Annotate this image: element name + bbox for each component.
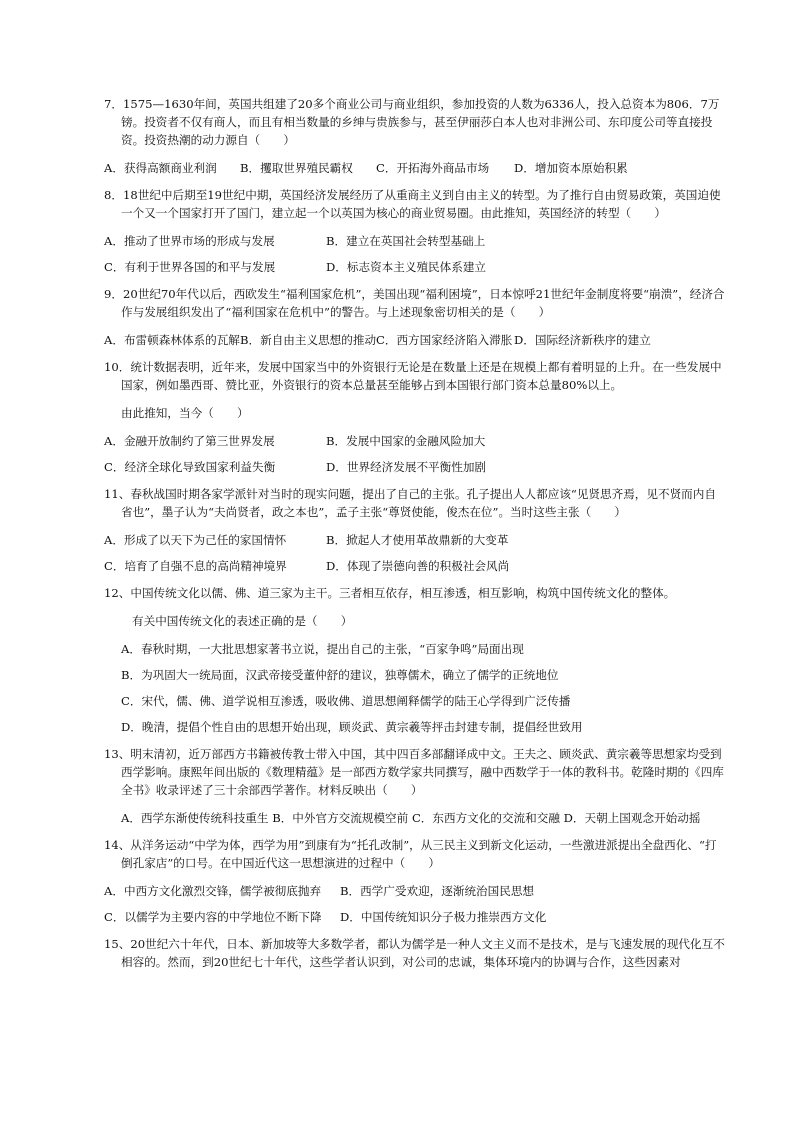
option-b[interactable]: B．为巩固大一统局面，汉武帝接受董仲舒的建议，独尊儒术，确立了儒学的正统地位 <box>121 668 559 682</box>
option-a[interactable]: A．西学东渐使传统科技重生 <box>121 811 269 825</box>
option-c[interactable]: C．有利于世界各国的和平与发展 <box>104 260 276 274</box>
option-b[interactable]: B．西学广受欢迎，逐渐统治国民思想 <box>340 884 535 898</box>
option-a[interactable]: A．形成了以天下为己任的家国情怀 <box>104 533 287 547</box>
question-9 <box>104 285 726 349</box>
option-d[interactable]: D．国际经济新秩序的建立 <box>514 333 651 347</box>
option-d[interactable]: D．体现了崇德向善的积极社会风尚 <box>326 559 510 573</box>
question-15 <box>104 935 726 971</box>
question-stem: 11、春秋战国时期各家学派针对当时的现实问题，提出了自己的主张。孔子提出人人都应该“见贤思齐焉，见不贤而内自省也”，墨子认为“夫尚贤者，政之本也”，孟子主张“尊贤使能，俊杰在位”。当时这些主张（ ） <box>104 487 716 519</box>
question-14 <box>104 836 726 926</box>
option-a[interactable]: A．布雷顿森林体系的瓦解 <box>104 333 240 347</box>
option-b[interactable]: B．掀起人才使用革故鼎新的大变革 <box>326 533 509 547</box>
options-row <box>121 809 726 827</box>
options-row <box>104 531 726 549</box>
question-list <box>104 95 726 980</box>
option-c[interactable]: C．培育了自强不息的高尚精神境界 <box>104 559 287 573</box>
option-b[interactable]: B．发展中国家的金融风险加大 <box>326 434 486 448</box>
option-b[interactable]: B．建立在英国社会转型基础上 <box>326 234 486 248</box>
option-d[interactable]: D．中国传统知识分子极力推崇西方文化 <box>340 910 547 924</box>
question-11 <box>104 485 726 575</box>
question-10 <box>104 358 726 476</box>
question-stem: 12、中国传统文化以儒、佛、道三家为主干。三者相互依存，相互渗透，相互影响，构筑中国传统文化的整体。 <box>104 586 676 600</box>
options-row <box>104 232 726 250</box>
options-row <box>104 458 726 476</box>
options-row <box>104 331 726 349</box>
question-prompt: 由此推知，当今（ ） <box>121 406 249 420</box>
option-c[interactable]: C．以儒学为主要内容的中学地位不断下降 <box>104 910 322 924</box>
options-row <box>104 159 726 177</box>
option-a[interactable]: A．推动了世界市场的形成与发展 <box>104 234 275 248</box>
options-row <box>104 557 726 575</box>
options-row <box>104 908 726 926</box>
question-13 <box>104 745 726 827</box>
question-12 <box>104 584 726 736</box>
option-a[interactable]: A．获得高额商业利润 <box>104 161 217 175</box>
question-7 <box>104 95 726 177</box>
option-d[interactable]: D．世界经济发展不平衡性加剧 <box>326 460 487 474</box>
question-stem: 8．18世纪中后期至19世纪中期，英国经济发展经历了从重商主义到自由主义的转型。为了推行自由贸易政策，英国迫使一个又一个国家打开了国门，建立起一个以英国为核心的商业贸易圈。由此推知，英国经济的转型（ ） <box>104 188 721 220</box>
option-c[interactable]: C．开拓海外商品市场 <box>376 161 490 175</box>
options-row <box>104 882 726 900</box>
question-stem: 14、从洋务运动“中学为体，西学为用”到康有为“托孔改制”，从三民主义到新文化运动，一些激进派提出全盘西化、“打倒孔家店”的口号。在中国近代这一思想演进的过程中（ ） <box>104 838 717 870</box>
option-b[interactable]: B．新自由主义思想的推动 <box>240 333 377 347</box>
option-c[interactable]: C．宋代，儒、佛、道学说相互渗透，吸收佛、道思想阐释儒学的陆王心学得到广泛传播 <box>121 694 571 708</box>
question-stem: 7．1575—1630年间，英国共组建了20多个商业公司与商业组织，参加投资的人数为6336人，投入总资本为806．7万镑。投资者不仅有商人，而且有相当数量的乡绅与贵族参与，甚至伊丽莎白本人也对非洲公司、东印度公司等直接投资。投资热潮的动力源自（ ） <box>104 97 720 147</box>
options-row <box>104 258 726 276</box>
option-d[interactable]: D．晚清，提倡个性自由的思想开始出现，顾炎武、黄宗羲等抨击封建专制，提倡经世致用 <box>121 720 583 734</box>
option-a[interactable]: A．春秋时期，一大批思想家著书立说，提出自己的主张，“百家争鸣”局面出现 <box>121 642 524 656</box>
option-a[interactable]: A．中西方文化激烈交锋，儒学被彻底抛弃 <box>104 884 322 898</box>
option-d[interactable]: D．增加资本原始积累 <box>514 161 628 175</box>
question-stem: 15、20世纪六十年代，日本、新加坡等大多数学者，都认为儒学是一种人文主义而不是技术，是与飞速发展的现代化互不相容的。然而，到20世纪七十年代，这些学者认识到，对公司的忠诚，集体环境内的协调与合作，这些因素对 <box>104 937 725 969</box>
question-stem: 10．统计数据表明，近年来，发展中国家当中的外资银行无论是在数量上还是在规模上都有着明显的上升。在一些发展中国家，例如墨西哥、赞比亚，外资银行的资本总量甚至能够占到本国银行部门资本总量80%以上。 <box>104 360 722 392</box>
option-d[interactable]: D．标志资本主义殖民体系建立 <box>326 260 487 274</box>
option-a[interactable]: A．金融开放制约了第三世界发展 <box>104 434 275 448</box>
option-d[interactable]: D．天朝上国观念开始动摇 <box>563 811 701 825</box>
question-stem: 13、明末清初，近万部西方书籍被传教士带入中国，其中四百多部翻译成中文。王夫之、顾炎武、黄宗羲等思想家均受到西学影响。康熙年间出版的《数理精蕴》是一部西方数学家共同撰写，融中西数学于一体的教科书。乾隆时期的《四库全书》收录评述了三十余部西学著作。材料反映出（ ） <box>104 747 724 797</box>
question-8 <box>104 186 726 276</box>
option-b[interactable]: B．中外官方交流规模空前 <box>272 811 409 825</box>
question-prompt: 有关中国传统文化的表述正确的是（ ） <box>132 614 353 628</box>
option-c[interactable]: C．东西方文化的交流和交融 <box>411 811 560 825</box>
option-b[interactable]: B．攫取世界殖民霸权 <box>240 161 353 175</box>
options-row <box>104 432 726 450</box>
question-stem: 9．20世纪70年代以后，西欧发生“福利国家危机”，美国出现“福利困境”，日本惊呼21世纪年金制度将要“崩溃”，经济合作与发展组织发出了“福利国家在危机中”的警告。与上述现象密切相关的是（ ） <box>104 287 725 319</box>
option-c[interactable]: C．经济全球化导致国家利益失衡 <box>104 460 276 474</box>
option-c[interactable]: C．西方国家经济陷入滞胀 <box>376 333 513 347</box>
